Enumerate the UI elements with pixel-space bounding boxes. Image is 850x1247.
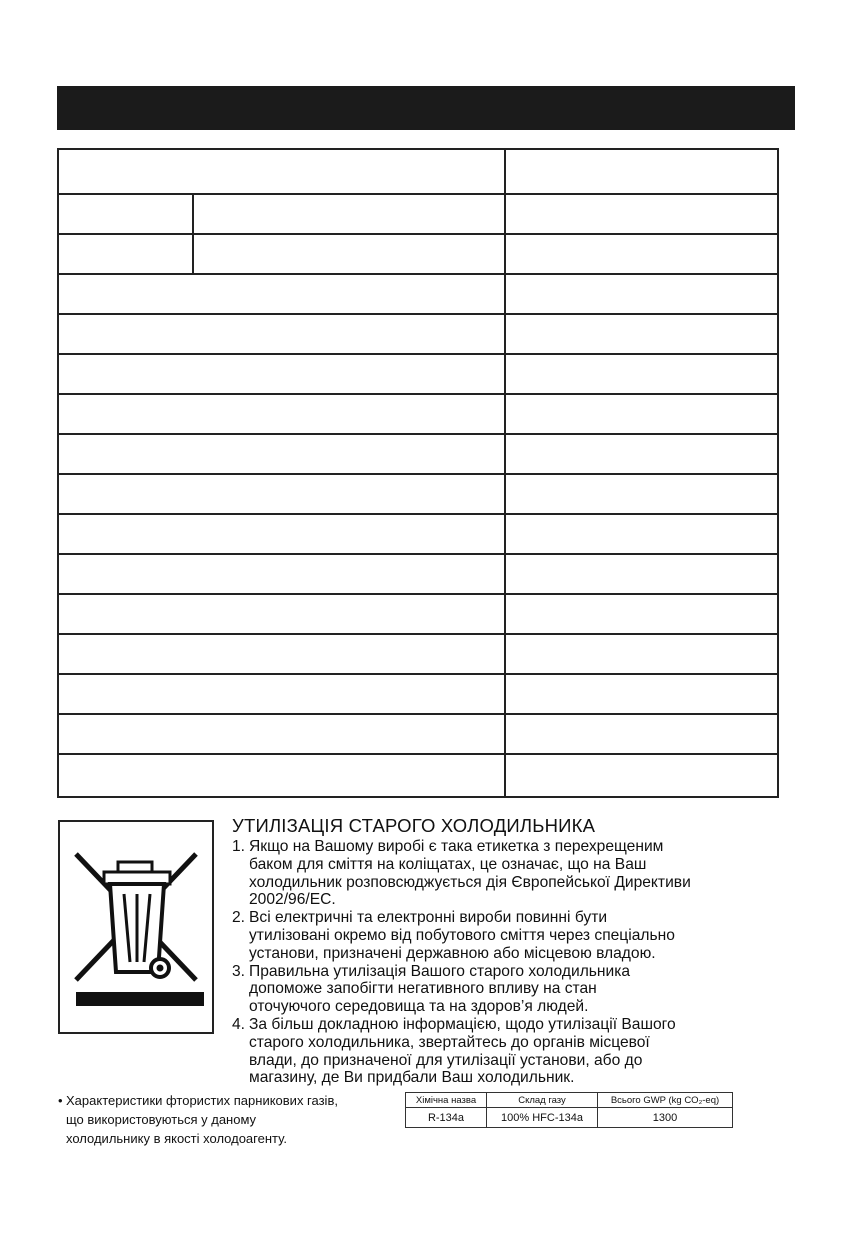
gas-note-line: що використовуються у даному	[66, 1112, 257, 1127]
gas-table-cell: 1300	[598, 1108, 733, 1128]
spec-subcolumn-divider	[192, 195, 194, 275]
disposal-section	[232, 815, 792, 1087]
crossed-out-bin-icon	[66, 842, 206, 1012]
disposal-item	[232, 909, 792, 962]
spec-row	[59, 635, 777, 675]
gas-table	[405, 1092, 733, 1128]
item-line: установи, призначені державною або місцевою владою.	[249, 944, 656, 962]
spec-row	[59, 715, 777, 755]
item-line: холодильник розповсюджується дія Європейської Директиви	[249, 873, 691, 891]
spec-row	[59, 675, 777, 715]
item-number: 3.	[232, 962, 246, 980]
item-line: баком для сміття на коліщатах, це означає, що на Ваш	[249, 855, 647, 873]
disposal-list	[232, 838, 792, 1087]
spec-row	[59, 595, 777, 635]
item-number: 4.	[232, 1015, 246, 1033]
gas-note-line: холодильнику в якості холодоагенту.	[66, 1131, 287, 1146]
item-line: Правильна утилізація Вашого старого холодильника	[249, 962, 631, 980]
item-line: Всі електричні та електронні вироби повинні бути	[249, 909, 608, 927]
gas-note-line: Характеристики фтористих парникових газів,	[66, 1093, 338, 1108]
spec-row	[59, 395, 777, 435]
gas-table-cell: 100% HFC-134a	[487, 1108, 598, 1128]
item-line: утилізовані окремо від побутового сміття через спеціально	[249, 926, 675, 944]
spec-row	[59, 475, 777, 515]
disposal-item	[232, 1016, 792, 1087]
disposal-title: УТИЛІЗАЦІЯ СТАРОГО ХОЛОДИЛЬНИКА	[232, 815, 596, 836]
item-line: оточуючого середовища та на здоров’я людей.	[249, 998, 589, 1016]
item-number: 2.	[232, 909, 246, 927]
spec-row	[59, 235, 777, 275]
item-line: 2002/96/EC.	[249, 891, 336, 909]
gas-table-header: Склад газу	[487, 1093, 598, 1108]
gas-table-cell: R-134a	[406, 1108, 487, 1128]
gas-table-row	[406, 1108, 733, 1128]
item-line: За більш докладною інформацією, щодо утилізації Вашого	[249, 1015, 676, 1033]
gas-table-header: Всього GWP (kg CO₂-eq)	[598, 1093, 733, 1108]
gas-table-header-row	[406, 1093, 733, 1108]
weee-label	[58, 820, 214, 1034]
spec-row	[59, 275, 777, 315]
item-line: влади, до призначеної для утилізації установи, або до	[249, 1051, 643, 1069]
disposal-item	[232, 838, 792, 909]
item-line: допоможе запобігти негативного впливу на стан	[249, 980, 597, 998]
item-line: старого холодильника, звертайтесь до органів місцевої	[249, 1033, 650, 1051]
spec-row	[59, 355, 777, 395]
item-line: Якщо на Вашому виробі є така етикетка з перехрещеним	[249, 838, 664, 855]
header-bar	[57, 86, 795, 130]
spec-row	[59, 755, 777, 796]
item-line: магазину, де Ви придбали Ваш холодильник.	[249, 1069, 575, 1087]
spec-row	[59, 150, 777, 195]
spec-row	[59, 515, 777, 555]
spec-row	[59, 435, 777, 475]
spec-row	[59, 555, 777, 595]
gas-table-header: Хімічна назва	[406, 1093, 487, 1108]
spec-row	[59, 195, 777, 235]
spec-column-divider	[504, 150, 506, 796]
spec-row	[59, 315, 777, 355]
bullet: •	[58, 1093, 63, 1108]
gas-note	[58, 1091, 398, 1148]
spec-table	[57, 148, 779, 798]
disposal-item	[232, 963, 792, 1016]
item-number: 1.	[232, 838, 246, 855]
